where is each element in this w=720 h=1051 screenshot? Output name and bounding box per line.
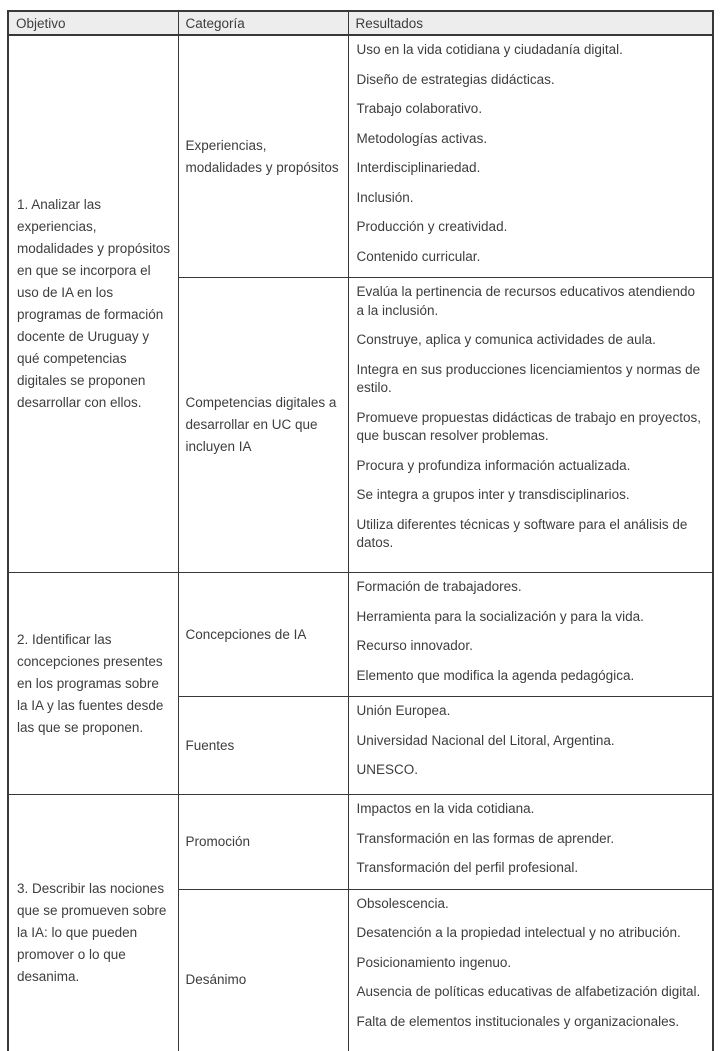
- objetivo-1-cell: 1. Analizar las experiencias, modalidades y propósitos en que se incorpora el uso de IA en los programas de formación docente de Uruguay y qué competencias digitales se proponen desarrollar con ellos.: [8, 35, 178, 573]
- result-item: Integra en sus producciones licenciamientos y normas de estilo.: [356, 361, 701, 395]
- result-item: Recurso innovador.: [356, 638, 473, 653]
- result-item: Falta de elementos institucionales y organizacionales.: [356, 1013, 680, 1029]
- resultados-concepciones-cell: [348, 573, 713, 697]
- resultados-fuentes-cell: [348, 697, 713, 795]
- column-header-objetivo: Objetivo: [8, 11, 178, 35]
- result-item: Obsolescencia.: [356, 895, 449, 911]
- result-item: Contenido curricular.: [356, 248, 481, 264]
- result-item: Inclusión.: [356, 189, 414, 205]
- result-item: Universidad Nacional del Litoral, Argentina.: [356, 732, 615, 748]
- result-item: Desatención a la propiedad intelectual y no atribución.: [356, 925, 681, 940]
- resultados-promocion-cell: [348, 795, 713, 890]
- table-row-promocion: [8, 795, 713, 890]
- categoria-concepciones-cell: Concepciones de IA: [178, 573, 348, 697]
- result-item: Formación de trabajadores.: [356, 579, 522, 594]
- result-item: Transformación en las formas de aprender.: [356, 830, 615, 846]
- categoria-fuentes-cell: Fuentes: [178, 697, 348, 795]
- table-header-row: [8, 11, 713, 35]
- objetivo-2-cell: 2. Identificar las concepciones presentes en los programas sobre la IA y las fuentes desde las que se proponen.: [8, 573, 178, 795]
- categoria-experiencias-cell: Experiencias, modalidades y propósitos: [178, 35, 348, 278]
- result-item: Metodologías activas.: [356, 130, 488, 146]
- result-item: Herramienta para la socialización y para la vida.: [356, 608, 644, 624]
- table-row-experiencias: [8, 35, 713, 278]
- result-item: Construye, aplica y comunica actividades de aula.: [356, 332, 656, 347]
- result-item: Interdisciplinariedad.: [356, 160, 481, 175]
- result-item: Promueve propuestas didácticas de trabajo en proyectos, que buscan resolver problemas.: [356, 409, 701, 443]
- objetivo-3-cell: 3. Describir las nociones que se promueven sobre la IA: lo que pueden promover o lo que desanima.: [8, 795, 178, 1051]
- result-item: Posicionamiento ingenuo.: [356, 954, 512, 970]
- column-header-categoria: Categoría: [178, 11, 348, 35]
- result-item: Producción y creatividad.: [356, 219, 508, 234]
- result-item: Impactos en la vida cotidiana.: [356, 801, 535, 816]
- result-item: Trabajo colaborativo.: [356, 101, 483, 116]
- result-item: Utiliza diferentes técnicas y software para el análisis de datos.: [356, 516, 688, 550]
- results-table: [7, 10, 714, 1051]
- resultados-desanimo-cell: [348, 889, 713, 1051]
- result-item: UNESCO.: [356, 762, 419, 777]
- resultados-experiencias-cell: [348, 35, 713, 278]
- resultados-competencias-cell: [348, 278, 713, 573]
- column-header-resultados: Resultados: [348, 11, 713, 35]
- result-item: Diseño de estrategias didácticas.: [356, 71, 555, 87]
- table-row-concepciones: [8, 573, 713, 697]
- result-item: Ausencia de políticas educativas de alfabetización digital.: [356, 984, 701, 999]
- result-item: Evalúa la pertinencia de recursos educativos atendiendo a la inclusión.: [356, 284, 695, 318]
- result-item: Procura y profundiza información actualizada.: [356, 457, 631, 473]
- result-item: Se integra a grupos inter y transdisciplinarios.: [356, 487, 630, 502]
- result-item: Uso en la vida cotidiana y ciudadanía digital.: [356, 42, 623, 57]
- categoria-desanimo-cell: Desánimo: [178, 889, 348, 1051]
- result-item: Transformación del perfil profesional.: [356, 860, 579, 875]
- result-item: Elemento que modifica la agenda pedagógica.: [356, 667, 635, 683]
- result-item: Unión Europea.: [356, 703, 451, 718]
- categoria-competencias-cell: Competencias digitales a desarrollar en UC que incluyen IA: [178, 278, 348, 573]
- categoria-promocion-cell: Promoción: [178, 795, 348, 890]
